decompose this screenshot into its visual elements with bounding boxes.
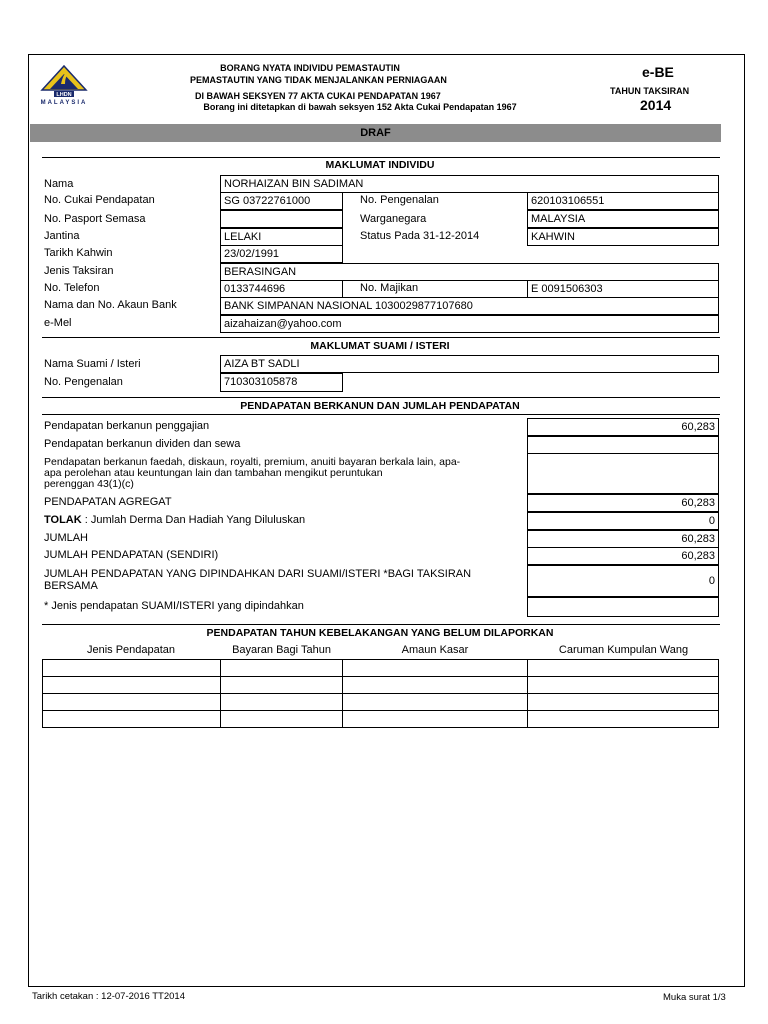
faedah-label-line3: perenggan 43(1)(c) (44, 478, 134, 490)
page-number: Muka surat 1/3 (663, 992, 726, 1003)
agregat-label: PENDAPATAN AGREGAT (44, 496, 172, 508)
sendiri-label: JUMLAH PENDAPATAN (SENDIRI) (44, 549, 219, 561)
gaji-label: Pendapatan berkanun penggajian (44, 420, 210, 432)
table-cell (43, 711, 221, 728)
logo-text-lhdn: LHDN (56, 92, 72, 98)
nota-value (527, 597, 719, 617)
table-cell (221, 660, 343, 677)
table-cell (343, 694, 528, 711)
lhdn-logo (34, 62, 94, 106)
dividen-label: Pendapatan berkanun dividen dan sewa (44, 438, 241, 450)
kahwin-label: Tarikh Kahwin (44, 247, 113, 259)
section-title-individu: MAKLUMAT INDIVIDU (325, 159, 435, 171)
gaji-value: 60,283 (527, 418, 719, 436)
table-row (43, 694, 719, 711)
jumlah-value: 60,283 (527, 530, 719, 548)
section-divider (42, 157, 720, 158)
form-title-line2: PEMASTAUTIN YANG TIDAK MENJALANKAN PERNIAGAAN (190, 75, 447, 85)
table-row (43, 660, 719, 677)
table-cell (528, 694, 719, 711)
pasport-label: No. Pasport Semasa (44, 213, 146, 225)
tolak-text: : Jumlah Derma Dan Hadiah Yang Diluluskan (81, 514, 306, 526)
dividen-value (527, 436, 719, 454)
kahwin-field: 23/02/1991 (220, 245, 343, 263)
section-title-pendapatan: PENDAPATAN BERKANUN DAN JUMLAH PENDAPATAN (240, 400, 520, 412)
print-date: Tarikh cetakan : 12-07-2016 TT2014 (32, 991, 185, 1002)
warganegara-label: Warganegara (360, 213, 427, 225)
nama-label: Nama (44, 178, 74, 190)
faedah-value (527, 453, 719, 494)
dipindah-label-line2: BERSAMA (44, 580, 98, 592)
bank-label: Nama dan No. Akaun Bank (44, 299, 177, 311)
section-divider (42, 337, 720, 338)
logo-text-malaysia: MALAYSIA (40, 100, 88, 106)
email-label: e-Mel (44, 317, 72, 329)
suami-pengenalan-field: 710303105878 (220, 373, 343, 392)
tolak-label (44, 514, 305, 526)
section-divider (42, 397, 720, 398)
sendiri-value: 60,283 (527, 547, 719, 565)
tolak-value: 0 (527, 512, 719, 530)
telefon-label: No. Telefon (44, 282, 100, 294)
taksiran-label: Jenis Taksiran (44, 265, 114, 277)
nama-field: NORHAIZAN BIN SADIMAN (220, 175, 719, 193)
table-cell (43, 694, 221, 711)
column-header: Jenis Pendapatan (86, 644, 176, 656)
section-divider (42, 624, 720, 625)
jantina-label: Jantina (44, 230, 80, 242)
tolak-bold: TOLAK (44, 514, 82, 526)
dipindah-value: 0 (527, 565, 719, 597)
column-header: Bayaran Bagi Tahun (232, 644, 331, 656)
table-cell (343, 660, 528, 677)
suami-pengenalan-label: No. Pengenalan (44, 376, 123, 388)
table-cell (343, 711, 528, 728)
suami-nama-field: AIZA BT SADLI (220, 355, 719, 373)
table-row (43, 677, 719, 694)
majikan-field: E 0091506303 (527, 280, 719, 298)
table-cell (43, 677, 221, 694)
jantina-field: LELAKI (220, 228, 343, 246)
faedah-label-line1: Pendapatan berkanun faedah, diskaun, royalti, premium, anuiti bayaran berkala lain, apa- (44, 456, 461, 468)
section-title-kebelakangan: PENDAPATAN TAHUN KEBELAKANGAN YANG BELUM DILAPORKAN (206, 627, 554, 639)
section-divider (42, 414, 720, 415)
dipindah-label-line1: JUMLAH PENDAPATAN YANG DIPINDAHKAN DARI SUAMI/ISTERI *BAGI TAKSIRAN (44, 568, 472, 580)
draft-banner: DRAF (30, 124, 721, 142)
faedah-label-line2: apa perolehan atau keuntungan lain dan tambahan mengikut peruntukan (44, 467, 383, 479)
prior-income-table (42, 659, 719, 728)
form-code: e-BE (642, 64, 674, 80)
jumlah-label: JUMLAH (44, 532, 89, 544)
form-title-line1: BORANG NYATA INDIVIDU PEMASTAUTIN (220, 63, 400, 73)
suami-nama-label: Nama Suami / Isteri (44, 358, 141, 370)
tahun-taksiran-value: 2014 (640, 97, 672, 113)
column-header: Amaun Kasar (401, 644, 469, 656)
telefon-field: 0133744696 (220, 280, 343, 298)
warganegara-field: MALAYSIA (527, 210, 719, 228)
pasport-field (220, 210, 343, 228)
table-cell (221, 694, 343, 711)
bank-field: BANK SIMPANAN NASIONAL 1030029877107680 (220, 297, 719, 315)
status-field: KAHWIN (527, 228, 719, 246)
status-label: Status Pada 31-12-2014 (360, 230, 480, 242)
table-cell (528, 711, 719, 728)
table-cell (528, 660, 719, 677)
email-field: aizahaizan@yahoo.com (220, 315, 719, 333)
table-cell (528, 677, 719, 694)
taksiran-field: BERASINGAN (220, 263, 719, 281)
form-title-line4: Borang ini ditetapkan di bawah seksyen 152 Akta Cukai Pendapatan 1967 (203, 102, 517, 112)
table-cell (43, 660, 221, 677)
section-title-suami-isteri: MAKLUMAT SUAMI / ISTERI (310, 340, 450, 352)
table-cell (343, 677, 528, 694)
table-row (43, 711, 719, 728)
tahun-taksiran-label: TAHUN TAKSIRAN (610, 86, 690, 96)
column-header: Caruman Kumpulan Wang (558, 644, 689, 656)
cukai-label: No. Cukai Pendapatan (44, 194, 155, 206)
table-cell (221, 677, 343, 694)
cukai-field: SG 03722761000 (220, 192, 343, 210)
nota-label: * Jenis pendapatan SUAMI/ISTERI yang dipindahkan (44, 600, 304, 612)
table-cell (221, 711, 343, 728)
form-title-line3: DI BAWAH SEKSYEN 77 AKTA CUKAI PENDAPATAN 1967 (195, 91, 441, 101)
majikan-label: No. Majikan (360, 282, 419, 294)
pengenalan-label: No. Pengenalan (360, 194, 439, 206)
pengenalan-field: 620103106551 (527, 192, 719, 210)
agregat-value: 60,283 (527, 494, 719, 512)
